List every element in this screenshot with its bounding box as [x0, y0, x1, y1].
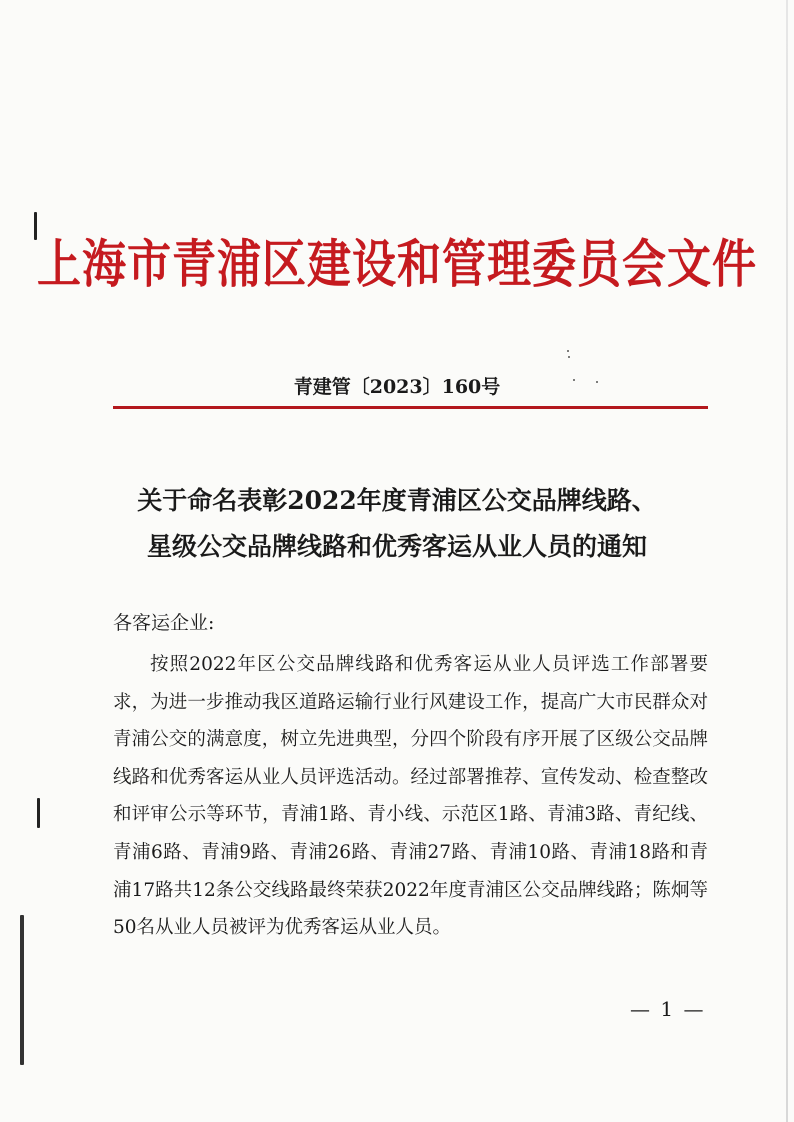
notice-title-line2: 星级公交品牌线路和优秀客运从业人员的通知	[146, 532, 647, 561]
scan-speck	[568, 356, 570, 358]
red-divider-line	[113, 406, 708, 409]
notice-title-line1: 关于命名表彰2022年度青浦区公交品牌线路、	[137, 486, 657, 515]
body-paragraph: 按照2022年区公交品牌线路和优秀客运从业人员评选工作部署要求，为进一步推动我区道路运输行业行风建设工作，提高广大市民群众对青浦公交的满意度，树立先进典型，分四个阶段有序开展了区级公交品牌线路和优秀客运从业人员评选活动。经过部署推荐、宣传发动、检查整改和评审公示等环节，青浦1路、青小线、示范区1路、青浦3路、青纪线、青浦6路、青浦9路、青浦26路、青浦27路、青浦10路、青浦18路和青浦17路共12条公交线路最终荣获2022年度青浦区公交品牌线路；陈炯等50名从业人员被评为优秀客运从业人员。	[113, 654, 708, 939]
page-number: — 1 —	[630, 997, 706, 1021]
salutation: 各客运企业:	[113, 612, 215, 634]
binding-mark	[20, 915, 24, 1065]
binding-mark	[37, 798, 40, 828]
document-number: 青建管〔2023〕160号	[293, 376, 501, 398]
document-header-title: 上海市青浦区建设和管理委员会文件	[37, 234, 757, 296]
scan-speck	[567, 350, 569, 352]
notice-title	[0, 478, 794, 570]
